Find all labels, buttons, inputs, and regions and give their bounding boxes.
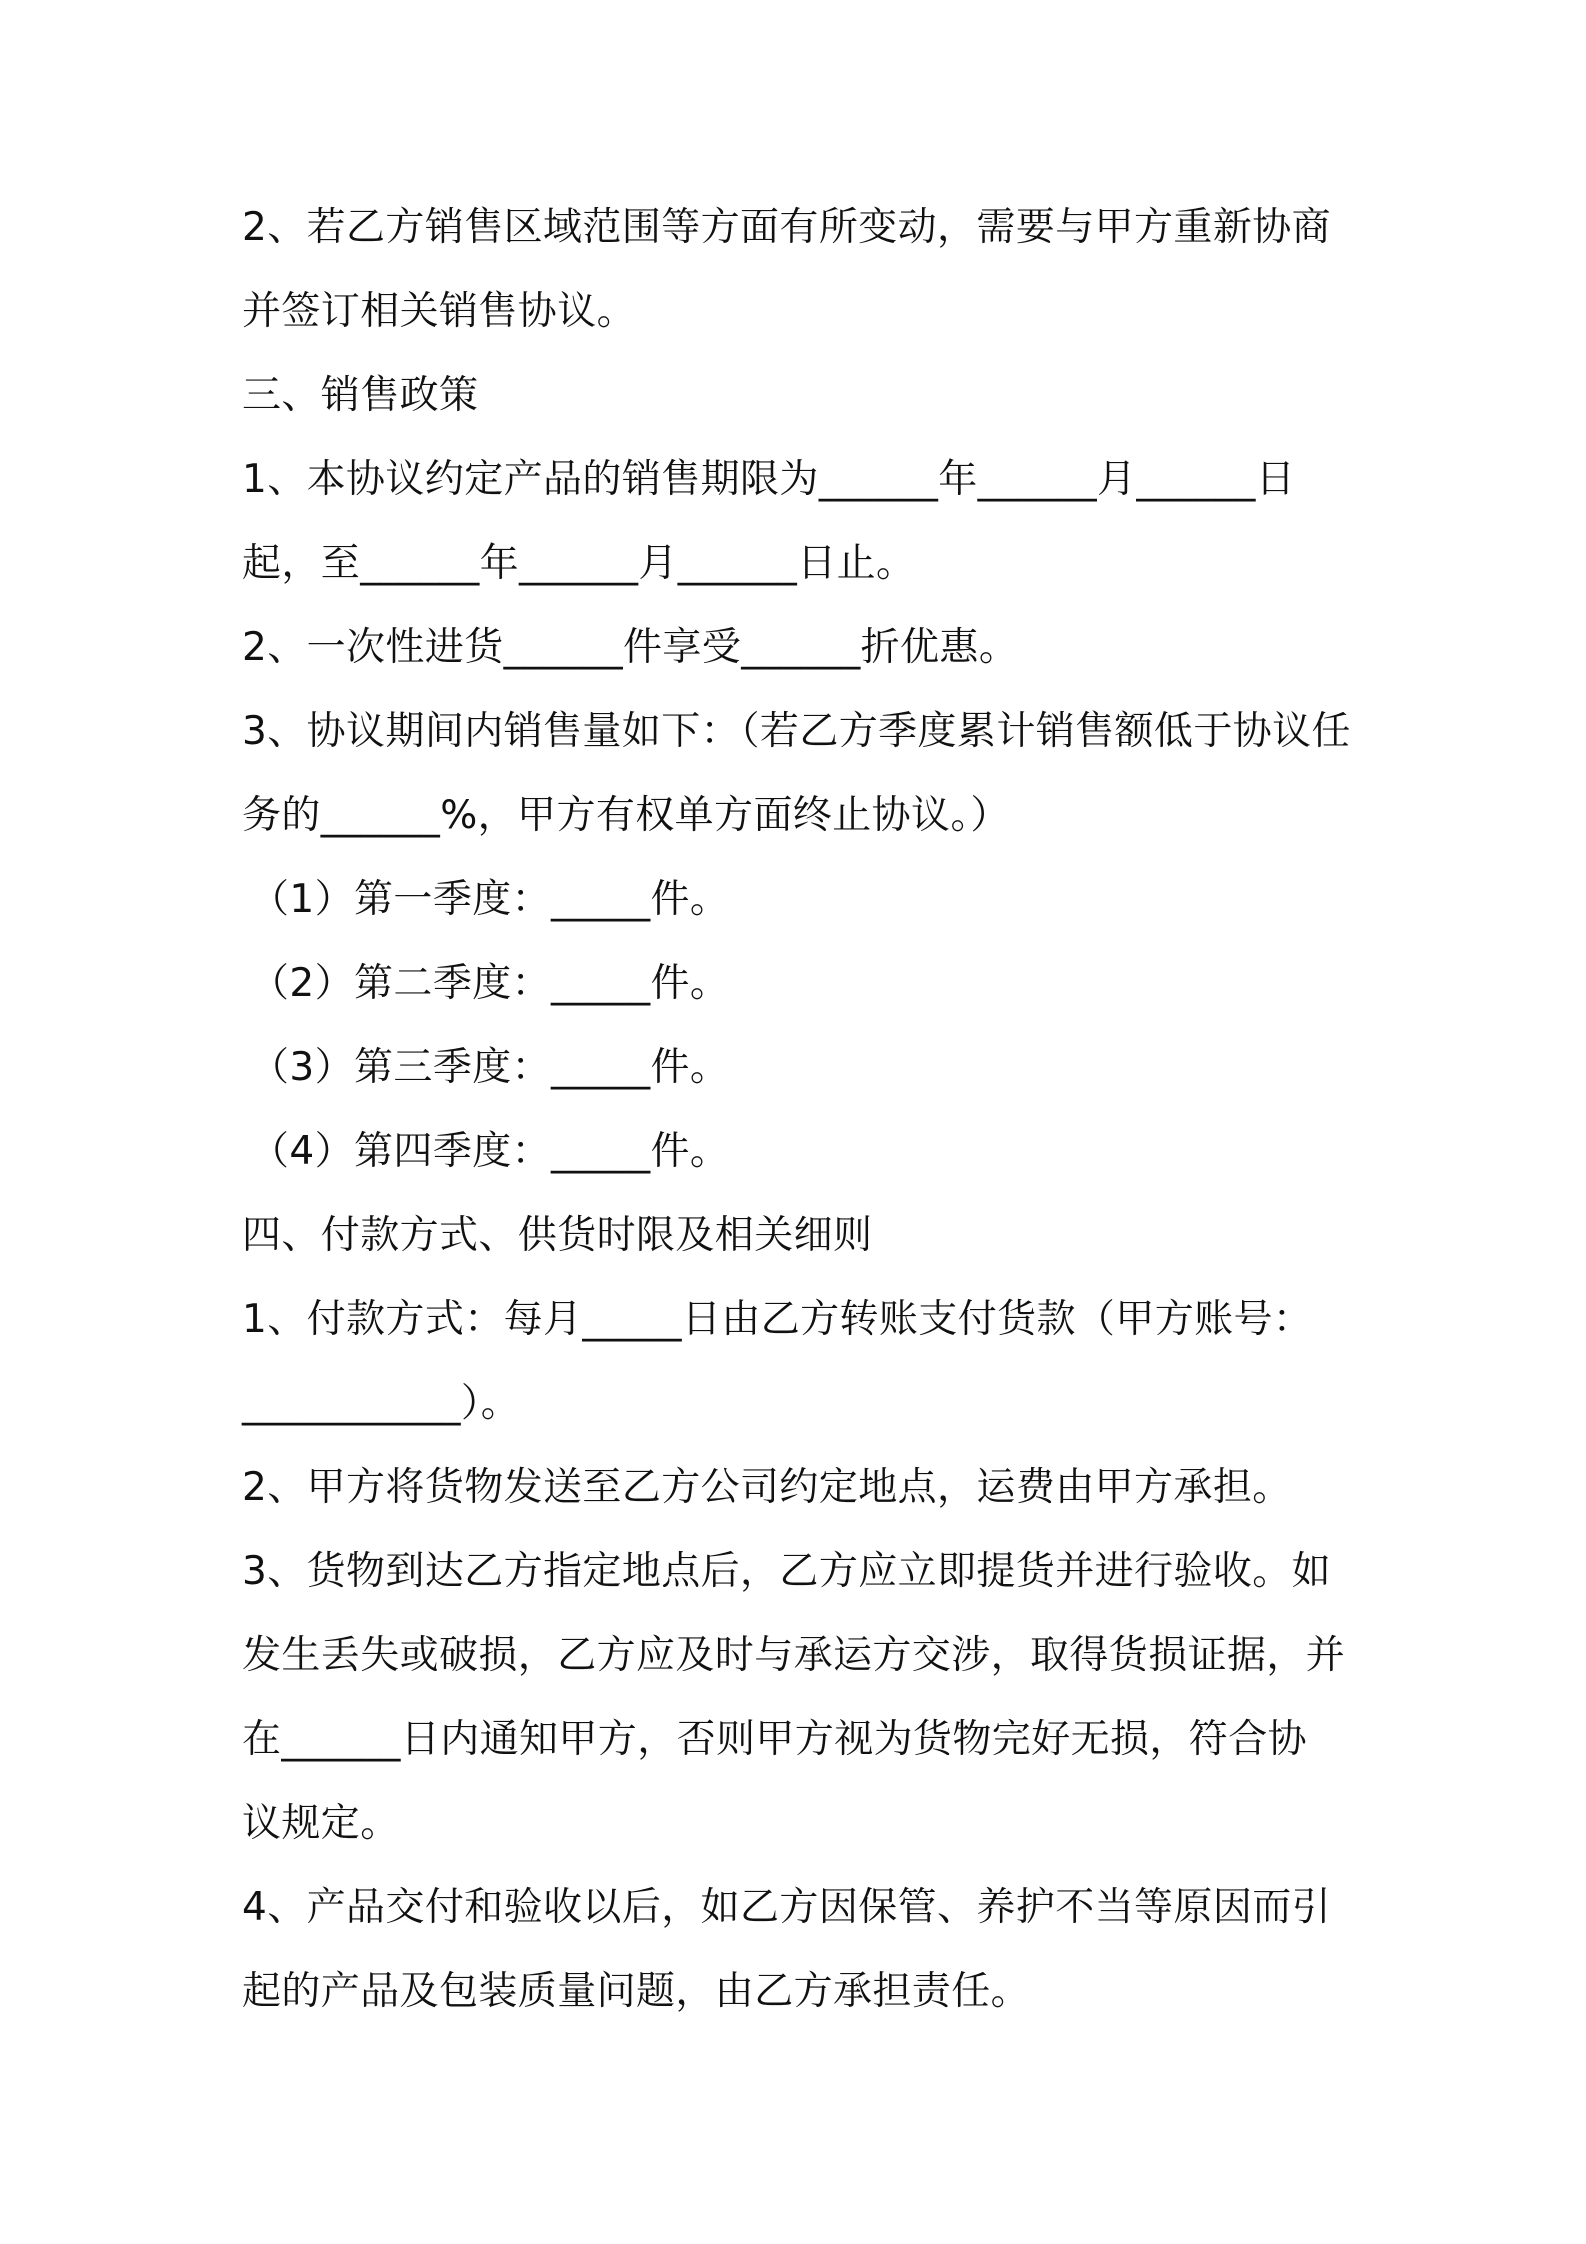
policy-3-line-1: 3、协议期间内销售量如下：（若乙方季度累计销售额低于协议任 xyxy=(242,709,1351,754)
quarter-4-line: （4）第四季度：_____件。 xyxy=(250,1129,730,1174)
clause-2-line-1: 2、若乙方销售区域范围等方面有所变动，需要与甲方重新协商 xyxy=(242,205,1332,250)
policy-3-line-2: 务的______%，甲方有权单方面终止协议。） xyxy=(242,793,1010,838)
payment-2-line: 2、甲方将货物发送至乙方公司约定地点，运费由甲方承担。 xyxy=(242,1465,1292,1510)
payment-3-line-1: 3、货物到达乙方指定地点后，乙方应立即提货并进行验收。如 xyxy=(242,1549,1332,1594)
policy-2-line: 2、一次性进货______件享受______折优惠。 xyxy=(242,625,1019,670)
section-3-heading: 三、销售政策 xyxy=(242,373,479,418)
payment-4-line-1: 4、产品交付和验收以后，如乙方因保管、养护不当等原因而引 xyxy=(242,1885,1332,1930)
quarter-3-line: （3）第三季度：_____件。 xyxy=(250,1045,730,1090)
payment-4-line-2: 起的产品及包装质量问题，由乙方承担责任。 xyxy=(242,1969,1031,2014)
policy-1-line-1: 1、本协议约定产品的销售期限为______年______月______日 xyxy=(242,457,1296,502)
section-4-heading: 四、付款方式、供货时限及相关细则 xyxy=(242,1213,873,1258)
clause-2-line-2: 并签订相关销售协议。 xyxy=(242,289,637,334)
payment-1-line-2: ___________）。 xyxy=(242,1381,521,1426)
payment-3-line-2: 发生丢失或破损，乙方应及时与承运方交涉，取得货损证据，并 xyxy=(242,1633,1346,1678)
payment-3-line-3: 在______日内通知甲方，否则甲方视为货物完好无损，符合协 xyxy=(242,1717,1308,1762)
payment-3-line-4: 议规定。 xyxy=(242,1801,400,1846)
quarter-1-line: （1）第一季度：_____件。 xyxy=(250,877,730,922)
payment-1-line-1: 1、付款方式：每月_____日由乙方转账支付货款（甲方账号： xyxy=(242,1297,1313,1342)
quarter-2-line: （2）第二季度：_____件。 xyxy=(250,961,730,1006)
policy-1-line-2: 起，至______年______月______日止。 xyxy=(242,541,916,586)
